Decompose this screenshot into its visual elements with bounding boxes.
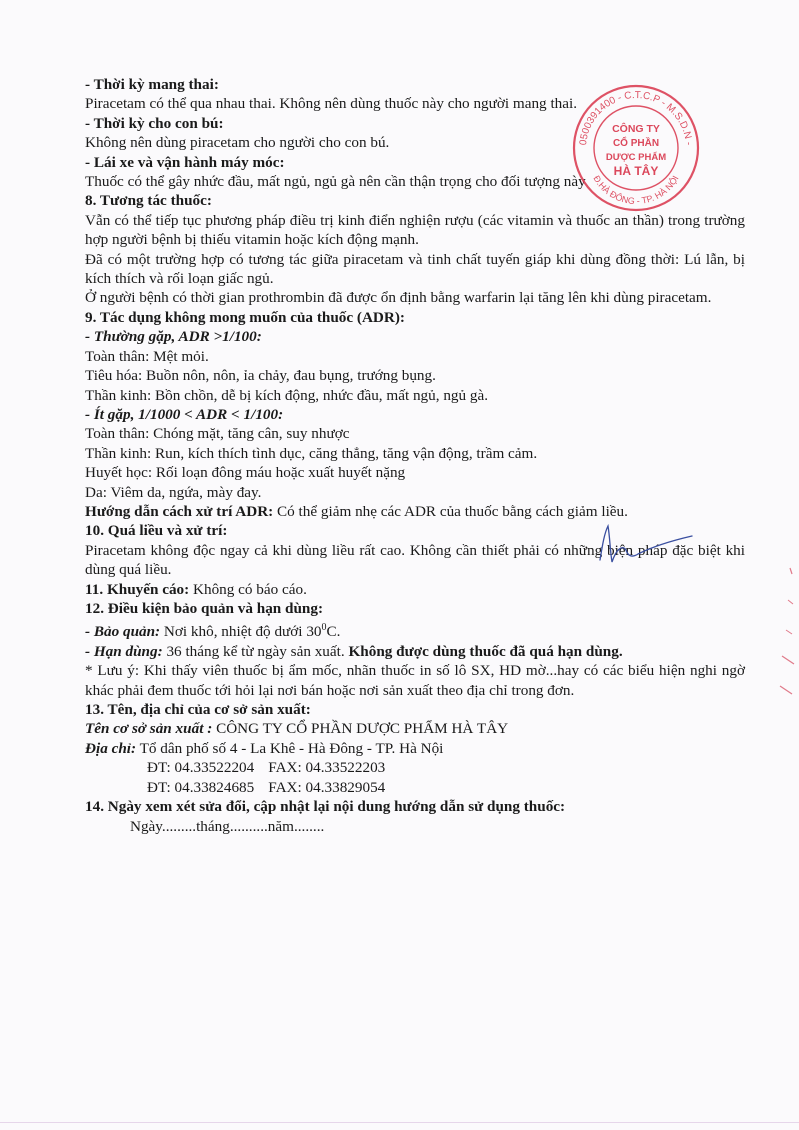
storage-text: Nơi khô, nhiệt độ dưới 30 [160,623,322,641]
adr-guidance [85,502,745,521]
common-adr-heading: - Thường gặp, ADR >1/100: [85,328,262,346]
pregnancy-text: Piracetam có thể qua nhau thai. Không nên dùng thuốc này cho người mang thai. [85,95,578,113]
phone-line [85,758,745,777]
phone-number: ĐT: 04.33522204 [147,759,255,777]
rare-adr-item: Toàn thân: Chóng mặt, tăng cân, suy nhược [85,425,350,443]
section-14-heading: 14. Ngày xem xét sửa đổi, cập nhật lại nội dung hướng dẫn sử dụng thuốc: [85,798,566,816]
stamp-line-4: HÀ TÂY [613,164,659,178]
revision-date-line: Ngày.........tháng..........năm........ [130,817,325,835]
common-adr-item: Tiêu hóa: Buồn nôn, nôn, ỉa chảy, đau bụng, trướng bụng. [85,367,436,385]
section-9-heading: 9. Tác dụng không mong muốn của thuốc (ADR): [85,308,405,326]
fax-number: FAX: 04.33829054 [268,778,386,796]
common-adr-item: Thần kinh: Bồn chồn, dễ bị kích động, nhức đầu, mất ngủ, ngủ gà. [85,386,489,404]
manufacturer-address-label: Địa chỉ: [85,739,137,757]
stamp-ring-bottom-text: Đ.HÀ ĐÔNG - TP. HÀ NỘI [591,173,681,207]
margin-mark [782,656,794,664]
adr-guidance-text: Có thể giảm nhẹ các ADR của thuốc bằng cách giảm liều. [273,502,628,520]
section-11-text: Không có báo cáo. [189,580,307,598]
pregnancy-heading: - Thời kỳ mang thai: [85,76,219,93]
section-11 [85,580,745,599]
fax-number: FAX: 04.33522203 [268,759,386,777]
section-8-paragraph-2: Đã có một trường hợp có tương tác giữa piracetam và tinh chất tuyến giáp khi dùng đồng thời: Lú lẫn, bị kích thích và rối loạn giấc ngủ. [85,250,745,288]
section-8-paragraph-1: Vẫn có thể tiếp tục phương pháp điều trị kinh điển nghiện rượu (các vitamin và thuốc an thần) trong trường hợp người bệnh bị thiếu vitamin hoặc kích động mạnh. [85,211,745,249]
section-10-heading: 10. Quá liều và xử trí: [85,522,228,540]
rare-adr-item: Da: Viêm da, ngứa, mày đay. [85,483,262,501]
company-stamp [566,78,706,218]
manufacturer-address-line [85,739,745,758]
section-12-heading: 12. Điều kiện bảo quản và hạn dùng: [85,599,324,617]
signature-mark [588,520,698,575]
expiry-label: - Hạn dùng: [85,642,163,660]
phone-line [85,778,745,797]
phone-number: ĐT: 04.33824685 [147,778,255,796]
signature-stroke [600,526,692,562]
manufacturer-name: CÔNG TY CỔ PHẦN DƯỢC PHẨM HÀ TÂY [212,720,509,738]
margin-mark [788,600,793,604]
stamp-line-3: DƯỢC PHẨM [605,152,667,163]
breastfeeding-text: Không nên dùng piracetam cho người cho con bú. [85,134,390,152]
degree-superscript: 0 [321,622,327,634]
expiry-warning: Không được dùng thuốc đã quá hạn dùng. [348,642,623,660]
page-bottom-rule [0,1122,799,1123]
stamp-ring-top-text: 0500391400 - C.T.C.P - M.S.D.N - [578,89,694,146]
section-8-heading: 8. Tương tác thuốc: [85,192,212,210]
stamp-line-1: CÔNG TY [612,123,660,135]
margin-mark [790,568,792,574]
margin-mark [786,630,792,634]
manufacturer-name-line [85,719,745,738]
section-10-text: Piracetam không độc ngay cả khi dùng liều rất cao. Không cần thiết phải có những biện pháp đặc biệt khi dùng quá liều. [85,541,745,579]
driving-text: Thuốc có thể gây nhức đầu, mất ngủ, ngủ gà nên cần thận trọng cho đối tượng này [85,173,586,191]
expiry-line [85,642,745,661]
storage-note: * Lưu ý: Khi thấy viên thuốc bị ẩm mốc, nhãn thuốc in số lô SX, HD mờ...hay có các biểu hiện nghi ngờ khác phải đem thuốc tới hỏi lại nơi bán hoặc nơi sản xuất theo địa chỉ trong đơn. [85,662,745,699]
common-adr-item: Toàn thân: Mệt mỏi. [85,347,209,365]
adr-guidance-label: Hướng dẫn cách xử trí ADR: [85,502,274,520]
section-8-paragraph-3: Ở người bệnh có thời gian prothrombin đã được ổn định bằng warfarin lại tăng lên khi dùng piracetam. [85,289,712,307]
manufacturer-name-label: Tên cơ sở sản xuất : [85,720,213,738]
manufacturer-address: Tổ dân phố số 4 - La Khê - Hà Đông - TP. Hà Nội [136,739,444,757]
margin-marks [770,560,799,710]
rare-adr-item: Thần kinh: Run, kích thích tình dục, căng thẳng, tăng vận động, trầm cảm. [85,444,538,462]
storage-unit: C. [326,623,341,641]
stamp-line-2: CỔ PHẦN [612,138,660,149]
section-13-heading: 13. Tên, địa chỉ của cơ sở sản xuất: [85,701,311,719]
driving-heading: - Lái xe và vận hành máy móc: [85,153,285,171]
breastfeeding-heading: - Thời kỳ cho con bú: [85,114,224,132]
rare-adr-heading: - Ít gặp, 1/1000 < ADR < 1/100: [85,405,284,423]
section-11-label: 11. Khuyến cáo: [85,580,190,598]
rare-adr-item: Huyết học: Rối loạn đông máu hoặc xuất huyết nặng [85,464,406,482]
margin-mark [780,686,792,694]
storage-label: - Bảo quản: [85,623,161,641]
expiry-text: 36 tháng kể từ ngày sản xuất. [162,642,349,660]
storage-line [85,618,745,641]
